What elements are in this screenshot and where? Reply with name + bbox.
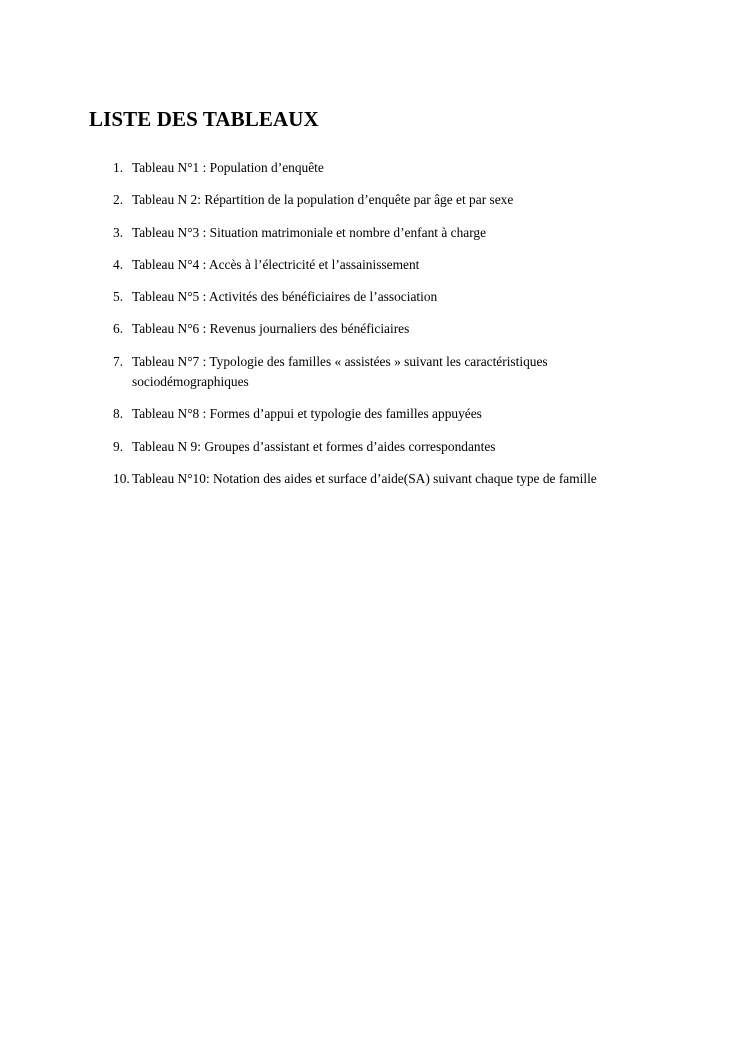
list-item-number: 2. (113, 192, 124, 207)
list-item-text: Tableau N 9: Groupes d’assistant et formes d’aides correspondantes (132, 439, 496, 454)
list-item-text: Tableau N°6 : Revenus journaliers des bénéficiaires (132, 321, 410, 336)
list-item-text: Tableau N°8 : Formes d’appui et typologie des familles appuyées (132, 406, 482, 421)
list-item-text: Tableau N°5 : Activités des bénéficiaires de l’association (132, 289, 438, 304)
list-item-text: Tableau N°4 : Accès à l’électricité et l’assainissement (132, 257, 420, 272)
list-item-number: 1. (113, 160, 124, 175)
list-item-text: Tableau N 2: Répartition de la population d’enquête par âge et par sexe (132, 192, 514, 207)
list-item-number: 5. (113, 289, 124, 304)
list-item-number: 4. (113, 257, 124, 272)
list-item-text-continuation: sociodémographiques (132, 374, 249, 389)
list-item-text: Tableau N°7 : Typologie des familles « assistées » suivant les caractéristiques (132, 354, 548, 369)
list-item-number: 3. (113, 225, 124, 240)
page-title: LISTE DES TABLEAUX (89, 107, 319, 131)
list-item-text: Tableau N°1 : Population d’enquête (132, 160, 324, 175)
list-item-number: 8. (113, 406, 124, 421)
list-item-number: 6. (113, 321, 124, 336)
list-item-number: 10. (113, 471, 130, 486)
list-item-text: Tableau N°3 : Situation matrimoniale et nombre d’enfant à charge (132, 225, 487, 240)
list-item-number: 9. (113, 439, 124, 454)
list-item-number: 7. (113, 354, 124, 369)
list-item-text: Tableau N°10: Notation des aides et surface d’aide(SA) suivant chaque type de famille (132, 471, 597, 486)
